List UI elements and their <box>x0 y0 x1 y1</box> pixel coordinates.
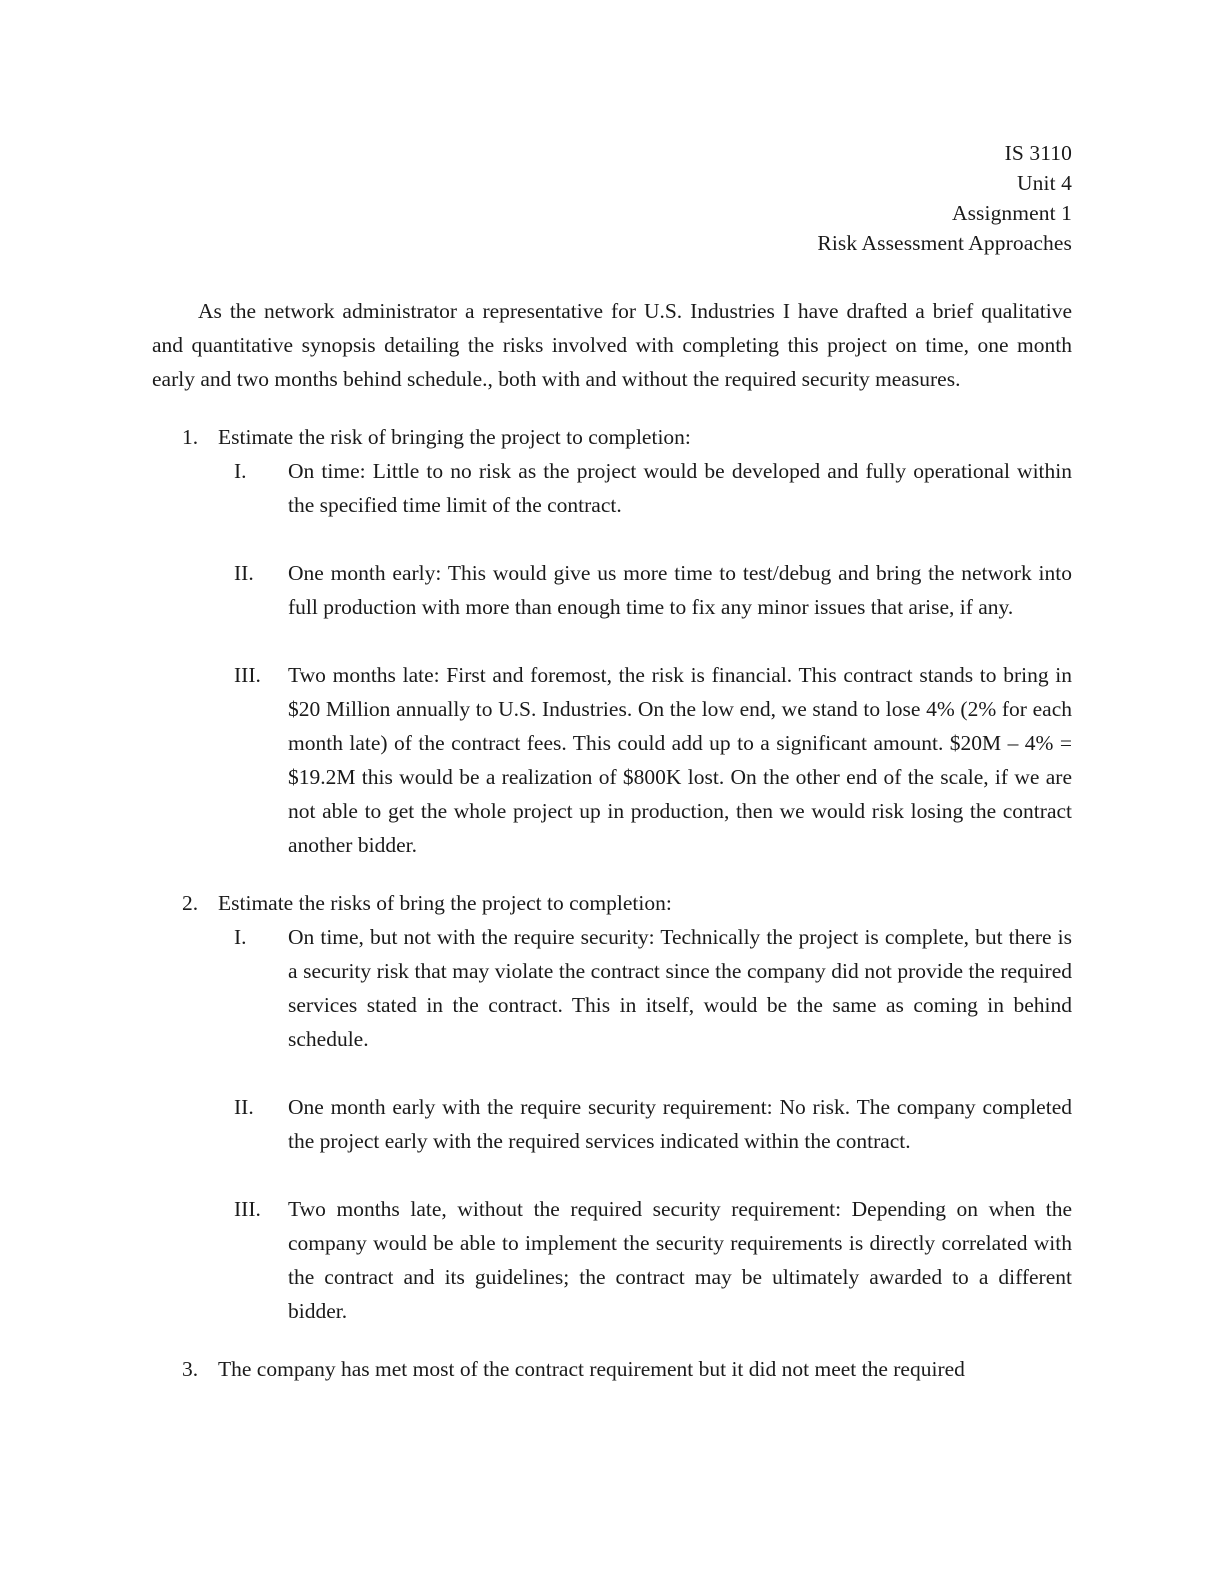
numbered-list <box>152 420 1072 1386</box>
header-line-unit: Unit 4 <box>1017 171 1072 195</box>
section-heading-text: The company has met most of the contract requirement but it did not meet the required <box>218 1357 965 1381</box>
roman-item-text: On time: Little to no risk as the project would be developed and fully operational within the specified time limit of the contract. <box>288 459 1072 517</box>
section-marker: 3. <box>182 1357 199 1381</box>
roman-item-text: On time, but not with the require security: Technically the project is complete, but there is a security risk that may violate the contract since the company did not provide the required services stated in the contract. This in itself, would be the same as coming in behind schedule. <box>288 925 1072 1051</box>
roman-marker: III. <box>234 1197 261 1221</box>
section-marker: 1. <box>182 425 199 449</box>
roman-item-text: One month early: This would give us more time to test/debug and bring the network into full production with more than enough time to fix any minor issues that arise, if any. <box>288 561 1072 619</box>
intro-paragraph: As the network administrator a representative for U.S. Industries I have drafted a brief qualitative and quantitative synopsis detailing the risks involved with completing this project on time, one month early and two months behind schedule., both with and without the required security measures. <box>152 299 1072 391</box>
header-line-assignment: Assignment 1 <box>951 201 1072 225</box>
roman-sub-list <box>152 454 1072 862</box>
numbered-list-item <box>152 1352 1072 1386</box>
section-heading-text: Estimate the risks of bring the project to completion: <box>218 891 672 915</box>
section-heading <box>152 1352 1072 1386</box>
roman-marker: III. <box>234 663 261 687</box>
roman-list-item <box>152 454 1072 522</box>
section-heading <box>152 420 1072 454</box>
roman-list-item <box>152 920 1072 1056</box>
roman-list-item <box>152 1090 1072 1158</box>
roman-marker: II. <box>234 1095 254 1119</box>
document-header <box>152 138 1072 258</box>
page-content <box>152 0 1072 1386</box>
roman-item-text: One month early with the require security requirement: No risk. The company completed the project early with the required services indicated within the contract. <box>288 1095 1072 1153</box>
header-line-title: Risk Assessment Approaches <box>817 231 1072 255</box>
roman-item-text: Two months late, without the required security requirement: Depending on when the company would be able to implement the security requirements is directly correlated with the contract and its guidelines; the contract may be ultimately awarded to a different bidder. <box>288 1197 1072 1323</box>
numbered-list-item <box>152 886 1072 1328</box>
numbered-list-item <box>152 420 1072 862</box>
roman-sub-list <box>152 920 1072 1328</box>
roman-item-text: Two months late: First and foremost, the risk is financial. This contract stands to bring in $20 Million annually to U.S. Industries. On the low end, we stand to lose 4% (2% for each month late) of the contract fees. This could add up to a significant amount. $20M – 4% = $19.2M this would be a realization of $800K lost. On the other end of the scale, if we are not able to get the whole project up in production, then we would risk losing the contract another bidder. <box>288 663 1072 857</box>
roman-marker: I. <box>234 925 247 949</box>
roman-marker: II. <box>234 561 254 585</box>
roman-list-item <box>152 658 1072 862</box>
roman-marker: I. <box>234 459 247 483</box>
section-marker: 2. <box>182 891 199 915</box>
header-line-course: IS 3110 <box>1004 141 1072 165</box>
section-heading <box>152 886 1072 920</box>
roman-list-item <box>152 556 1072 624</box>
section-heading-text: Estimate the risk of bringing the project to completion: <box>218 425 691 449</box>
roman-list-item <box>152 1192 1072 1328</box>
